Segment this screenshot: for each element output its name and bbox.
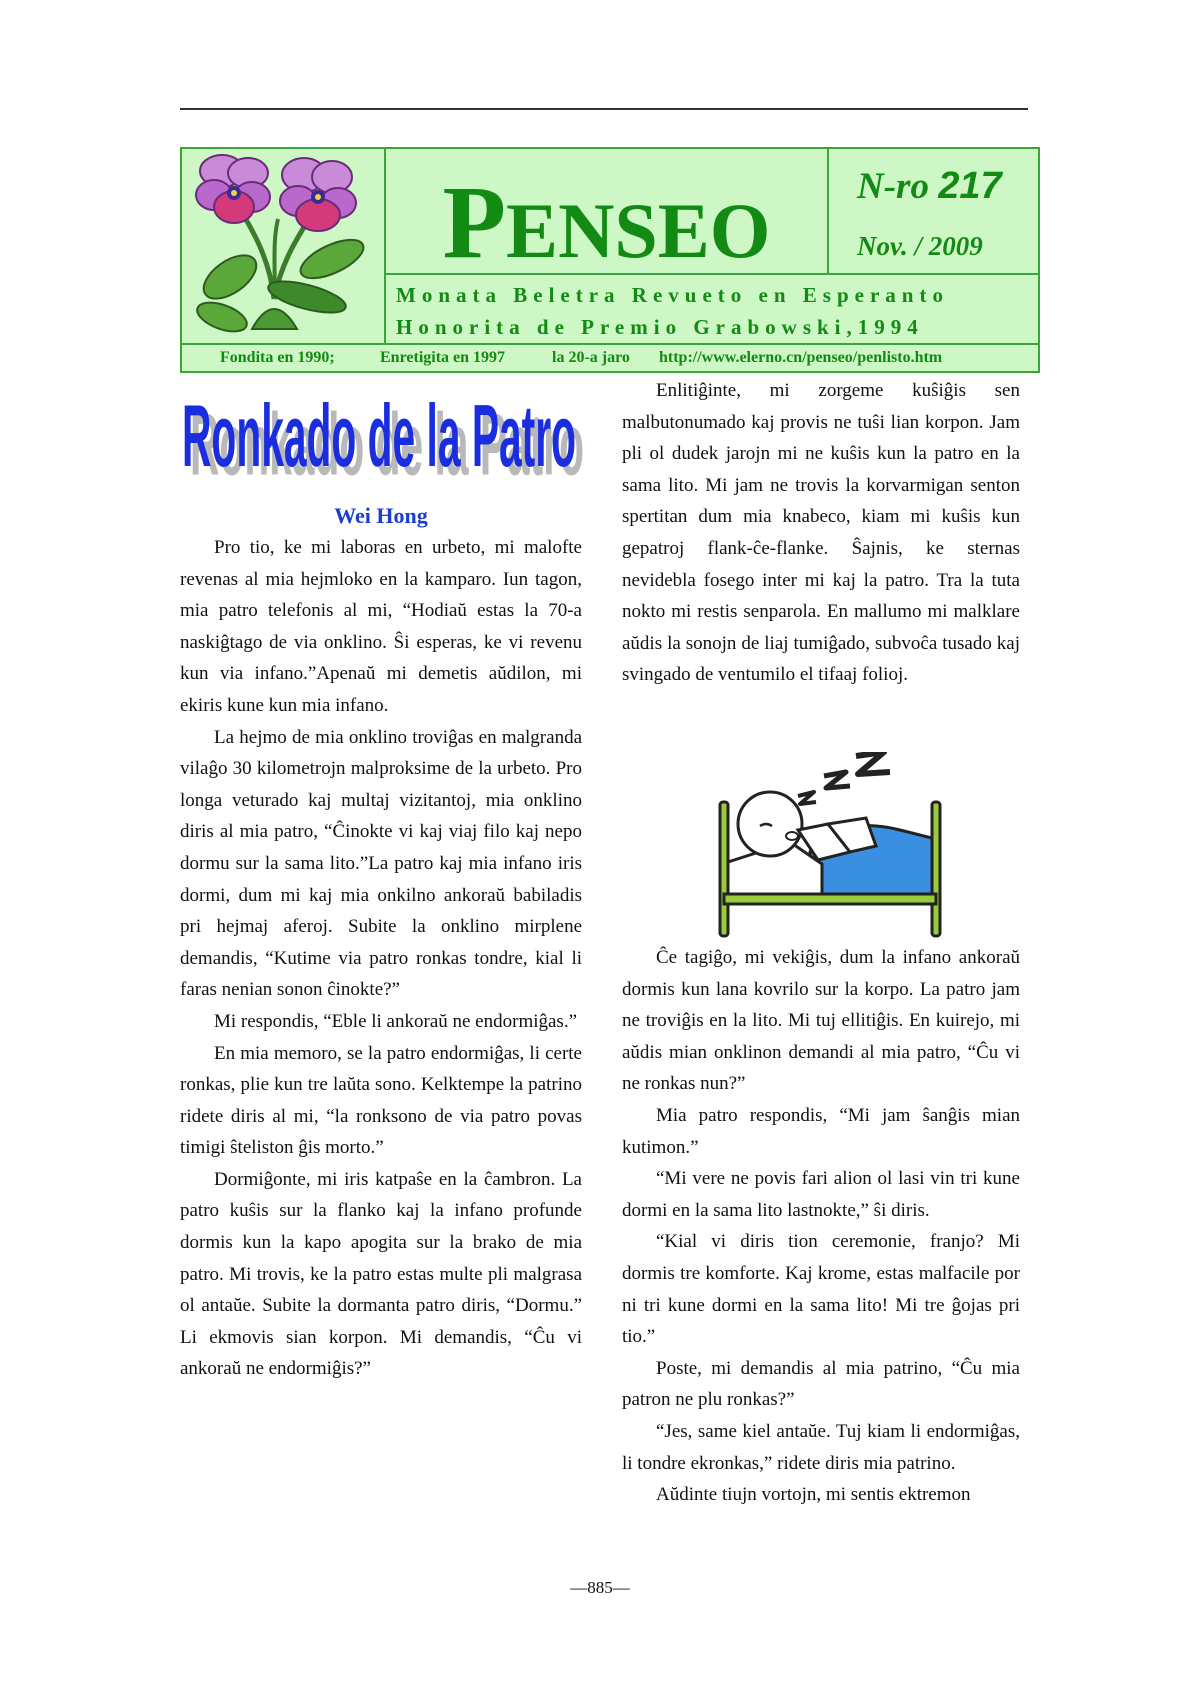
founded-text: Fondita en 1990; [220,349,335,366]
issue-date: Nov. / 2009 [857,231,983,261]
masthead-award: Honorita de Premio Grabowski,1994 [396,315,924,339]
paragraph: En mia memoro, se la patro endormiĝas, li certe ronkas, plie kun tre laŭta sono. Kelktempe la patrino ridete diris al mi, “la ronksono de via patro povas timigi ŝteliston ĝis morto.” [180,1042,582,1159]
paragraph: Mia patro respondis, “Mi jam ŝanĝis mian kutimon.” [622,1104,1020,1158]
masthead-divider [182,343,1038,345]
right-column-top [622,375,1020,691]
author-byline: Wei Hong [334,503,428,528]
headline-shadow: Ronkado de la Patro [190,395,584,490]
paragraph: “Mi vere ne povis fari alion ol lasi vin tri kune dormi en la sama lito lastnokte,” ŝi diris. [622,1168,1020,1221]
masthead [180,147,1040,373]
headline-text: Ronkado de la Patro [182,387,576,486]
paragraph: Pro tio, ke mi laboras en urbeto, mi malofte revenas al mia hejmloko en la kamparo. Iun tagon, mia patro telefonis al mi, “Hodiaŭ estas la 70-a naskiĝtago de via onklino. Ŝi esperas, ke vi revenu kun via infano.”Apenaŭ mi demetis aŭdilon, mi ekiris kune kun mia infano. [180,537,582,716]
left-column [180,532,582,1385]
paragraph: Dormiĝonte, mi iris katpaŝe en la ĉambron. La patro kuŝis sur la flanko kaj la infano profunde dormis kun la kapo apogita sur la brako de mia patro. Mi trovis, ke la patro estas multe pli malgrasa ol antaŭe. Subite la dormanta patro diris, “Dormu.” Li ekmovis sian korpon. Mi demandis, “Ĉu vi ankoraŭ ne endormiĝis?” [180,1168,582,1380]
page-number: —885— [570,1578,630,1597]
paragraph: Ĉe tagiĝo, mi vekiĝis, dum la infano ankoraŭ dormis kun lana kovrilo sur la korpo. La patro jam ne troviĝis en la lito. Mi tuj ellitiĝis. En kuirejo, mi aŭdis mian onklinon demandi al mia patro, “Ĉu vi ne ronkas nun?” [622,947,1020,1095]
masthead-title-cell [386,149,829,280]
paragraph: Enlitiĝinte, mi zorgeme kuŝiĝis sen malbutonumado kaj provis ne tuŝi lian korpon. Jam pli ol dudek jarojn mi ne kuŝis kun la patro en la sama lito. Mi jam ne trovis la korvarmigan senton spertitan dum mia knabeco, kiam mi kuŝis kun gepatroj flank-ĉe-flanke. Ŝajnis, ke sternas nevidebla fosego inter mi kaj la patro. Tra la tuta nokto mi restis senparola. En mallumo mi malklare aŭdis la sonojn de liaj tumiĝado, subvoĉa tusado kaj svingado de ventumilo el tifaaj folioj. [622,380,1020,686]
issue-number: N-ro 217 [857,165,1002,207]
website-link[interactable]: http://www.elerno.cn/penseo/penlisto.htm [659,349,943,366]
masthead-subtitle: Monata Beletra Revueto en Esperanto [396,283,949,307]
paragraph: “Kial vi diris tion ceremonie, franjo? Mi dormis tre komforte. Kaj krome, estas malfacile por ni tri kune dormi en la sama lito! Mi tre ĝojas pri tio.” [622,1231,1020,1348]
article-headline [180,378,600,490]
issue-cell [829,149,1038,275]
registered-text: Enretigita en 1997 [380,349,506,366]
sleeping-man-icon [700,752,972,938]
paragraph: Poste, mi demandis al mia patrino, “Ĉu mia patron ne plu ronkas?” [622,1357,1020,1411]
paragraph: La hejmo de mia onklino troviĝas en malgranda vilaĝo 30 kilometrojn malproksime de la urbeto. Pro longa veturado kaj multaj vizitantoj, mia onklino diris al mia patro, “Ĉinokte vi kaj viaj filo kaj nepo dormu sur la sama lito.”La patro kaj mia infano iris dormi, dum mi kaj mia onkilno ankoraŭ babiladis pri hejmaj aferoj. Subite la onklino mirplene demandis, “Kutime via patro ronkas tondre, kial li faras nenian sonon ĉinokte?” [180,726,582,1001]
registered-day-text: la 20-a jaro [552,349,630,366]
magazine-title: PENSEO [442,165,771,280]
paragraph: Aŭdinte tiujn vortojn, mi sentis ektremon [656,1484,971,1506]
pansy-flowers-icon [182,149,386,343]
top-rule [180,108,1028,110]
paragraph: Mi respondis, “Eble li ankoraŭ ne endormiĝas.” [214,1010,578,1032]
paragraph: “Jes, same kiel antaŭe. Tuj kiam li endormiĝas, li tondre ekronkas,” ridete diris mia patrino. [622,1420,1020,1474]
right-column-bottom [622,942,1020,1511]
